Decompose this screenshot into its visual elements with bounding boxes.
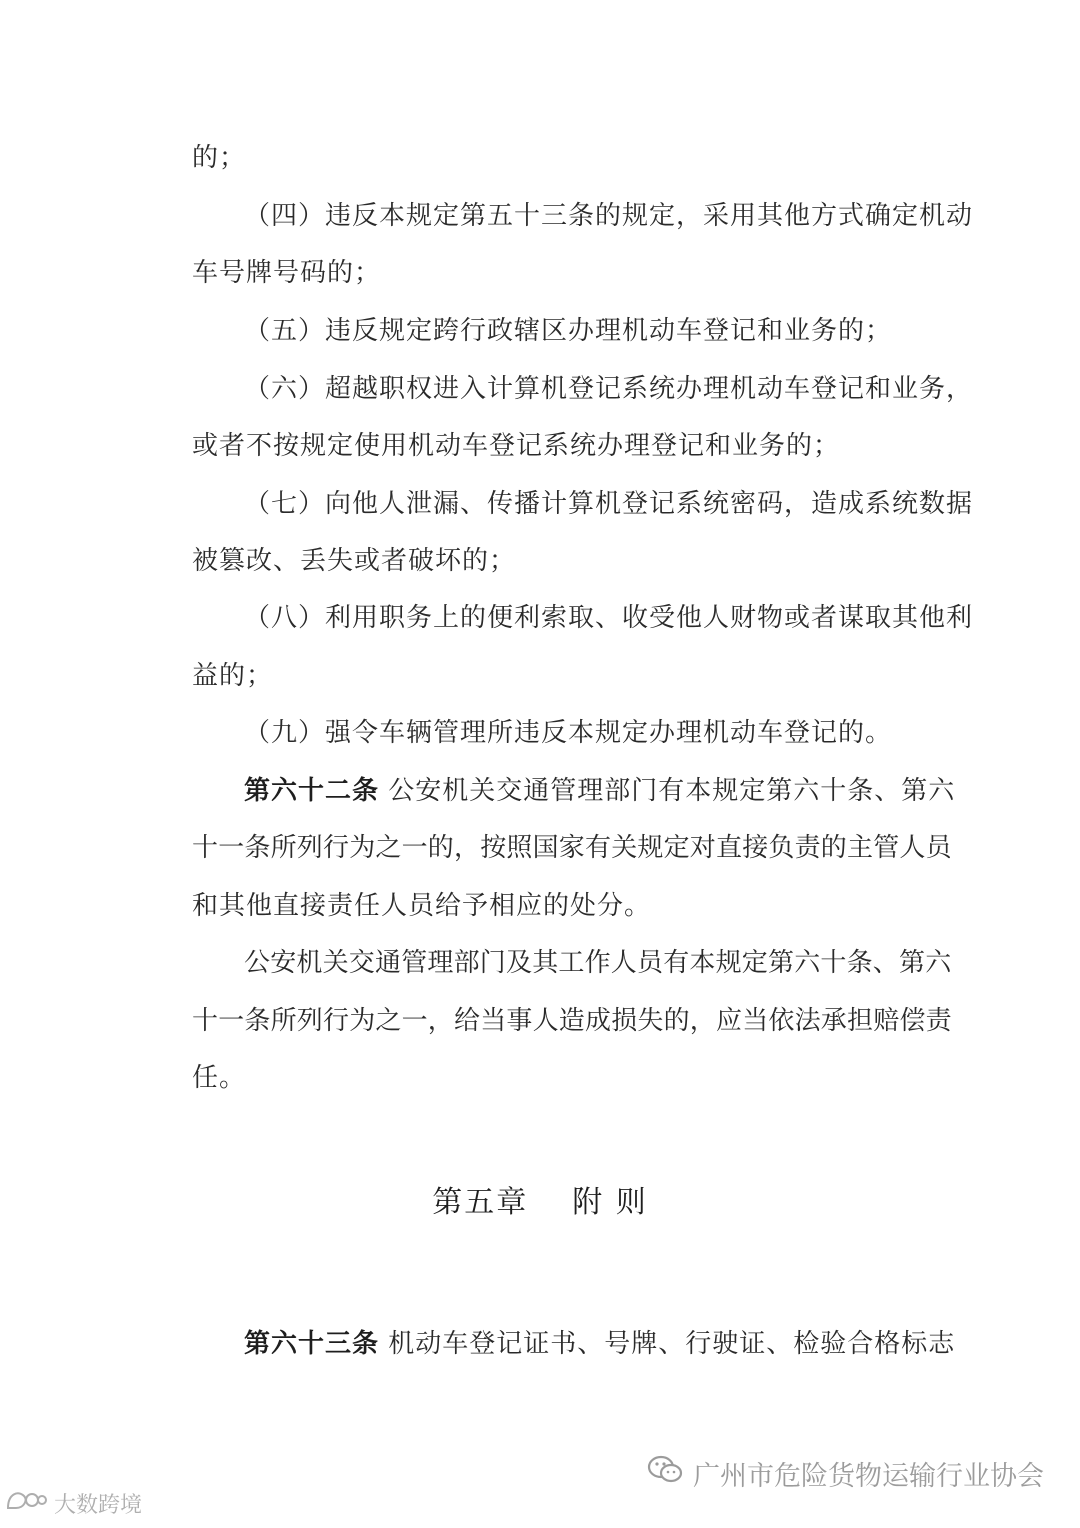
text-line: （八）利用职务上的便利索取、收受他人财物或者谋取其他利 <box>244 603 974 633</box>
watermark-left <box>4 1486 142 1520</box>
watermark-text: 大数跨境 <box>54 1492 143 1518</box>
text-line: （四）违反本规定第五十三条的规定，采用其他方式确定机动 <box>244 201 974 231</box>
text-line: 和其他直接责任人员给予相应的处分。 <box>192 891 652 921</box>
text-line: 公安机关交通管理部门及其工作人员有本规定第六十条、第六 <box>244 948 952 978</box>
text-line: （六）超越职权进入计算机登记系统办理机动车登记和业务， <box>244 374 974 404</box>
article-62-line <box>244 775 955 807</box>
article-heading: 第六十三条 <box>244 1329 380 1359</box>
article-text: 公安机关交通管理部门有本规定第六十条、第六 <box>379 776 956 806</box>
text-line: （七）向他人泄漏、传播计算机登记系统密码，造成系统数据 <box>244 489 974 519</box>
article-text: 机动车登记证书、号牌、行驶证、检验合格标志 <box>379 1329 956 1359</box>
chapter-number: 第五章 <box>432 1185 529 1220</box>
text-line: 被篡改、丢失或者破坏的； <box>192 546 517 576</box>
article-heading: 第六十二条 <box>244 776 380 806</box>
text-line: 任。 <box>192 1063 247 1093</box>
text-line: 十一条所列行为之一的，按照国家有关规定对直接负责的主管人员 <box>192 833 952 863</box>
wechat-icon <box>647 1454 683 1493</box>
text-line: （九）强令车辆管理所违反本规定办理机动车登记的。 <box>244 718 893 748</box>
chapter-title: 附 则 <box>572 1185 648 1220</box>
chapter-heading <box>0 1183 1080 1223</box>
text-line: 的； <box>192 143 247 173</box>
text-line: 益的； <box>192 661 274 691</box>
text-line: （五）违反规定跨行政辖区办理机动车登记和业务的； <box>244 316 893 346</box>
text-line: 车号牌号码的； <box>192 258 382 288</box>
text-line: 十一条所列行为之一，给当事人造成损失的，应当依法承担赔偿责 <box>192 1006 952 1036</box>
article-63-line <box>244 1328 955 1360</box>
brand-logo-icon <box>4 1486 48 1520</box>
watermark-right <box>647 1455 1044 1491</box>
text-line: 或者不按规定使用机动车登记系统办理登记和业务的； <box>192 431 841 461</box>
watermark-text: 广州市危险货物运输行业协会 <box>693 1460 1044 1492</box>
